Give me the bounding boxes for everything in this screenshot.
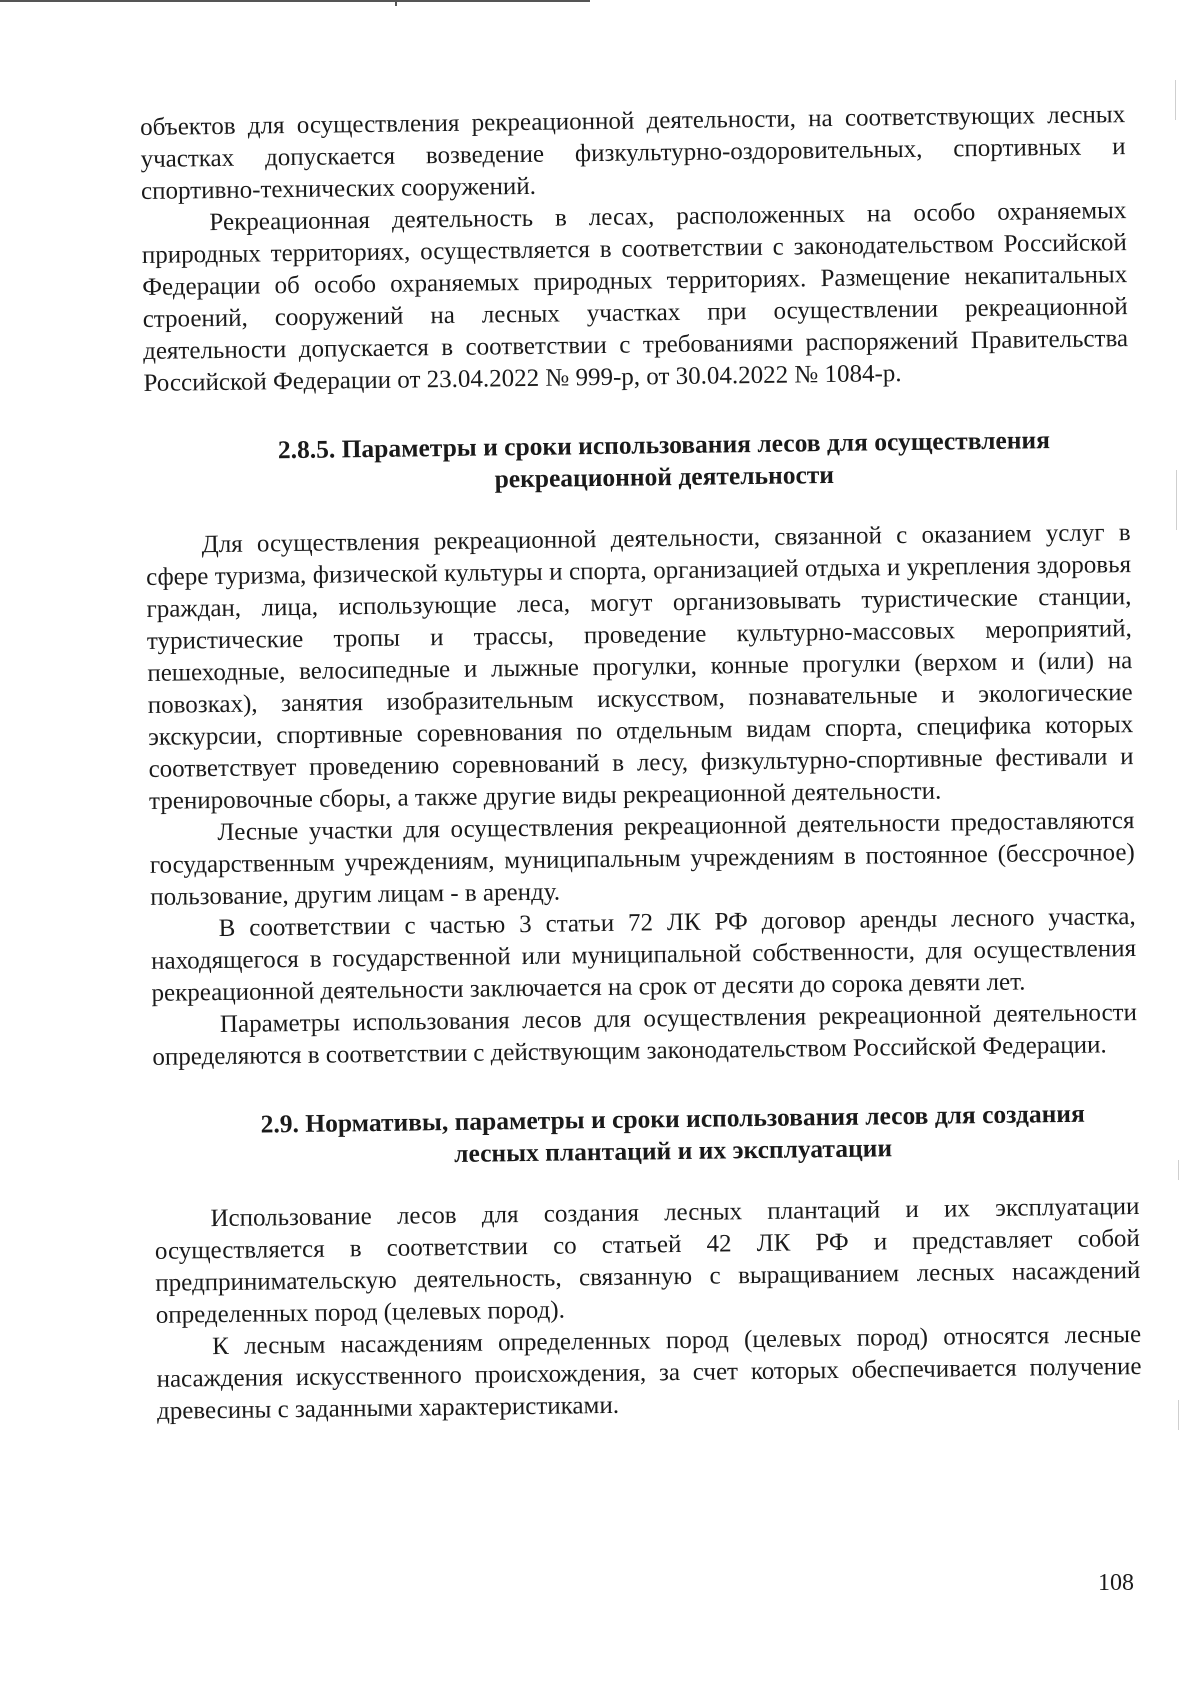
heading-line-2: рекреационной деятельности [494, 459, 835, 494]
scan-top-rule [0, 0, 590, 2]
paragraph-land-allocation: Лесные участки для осуществления рекреационной деятельности предоставляются государственным учреждениям, муниципальным учреждениям в постоянное (бессрочное) пользование, другим лицам - в аренду. [149, 807, 1135, 911]
scan-top-tick [395, 0, 397, 6]
paragraph-recreation-activities: Для осуществления рекреационной деятельности, связанной с оказанием услуг в сфере туризма, физической культуры и спорта, организацией отдыха и укрепления здоровья граждан, лица, использующие леса, могут организовывать туристические станции, туристические тропы и трассы, проведение культурно-массовых мероприятий, пешеходные, велосипедные и лыжные прогулки, конные прогулки (верхом и (или) на повозках), занятия изобразительным искусством, познавательные и экологические экскурсии, спортивные соревнования по отдельным видам спорта, специфика которых соответствует проведению соревнований в лесу, физкультурно-спортивные фестивали и тренировочные сборы, а также другие виды рекреационной деятельности. [145, 519, 1134, 815]
paragraph-lease-term: В соответствии с частью 3 статьи 72 ЛК РФ договор аренды лесного участка, находящегося в государственной или муниципальной собственности, для осуществления рекреационной деятельности заключается на срок от десяти до сорока девяти лет. [150, 903, 1137, 1007]
page-number: 108 [1098, 1570, 1134, 1596]
scan-edge-mark [1178, 1160, 1179, 1180]
scan-edge-mark [1175, 80, 1176, 120]
paragraph-continuation: объектов для осуществления рекреационной деятельности, на соответствующих лесных участках допускается возведение физкультурно-оздоровительных, спортивных и спортивно-технических сооружений. [140, 101, 1126, 205]
paragraph-plantation-use: Использование лесов для создания лесных плантаций и их эксплуатации осуществляется в соответствии со статьей 42 ЛК РФ и представляет собой предпринимательскую деятельность, связанную с выращиванием лесных насаждений определенных пород (целевых пород). [154, 1193, 1141, 1329]
heading-line-1: 2.8.5. Параметры и сроки использования лесов для осуществления [277, 425, 1051, 465]
scan-edge-mark [1178, 1400, 1179, 1430]
heading-line-2: лесных плантаций и их эксплуатации [454, 1133, 893, 1168]
scan-edge-mark [1176, 470, 1177, 530]
paragraph-protected-areas: Рекреационная деятельность в лесах, расположенных на особо охраняемых природных территориях, осуществляется в соответствии с законодательством Российской Федерации об особо охраняемых природных территориях. Размещение некапитальных строений, сооружений на лесных участках при осуществлении рекреационной деятельности допускается в соответствии с требованиями распоряжений Правительства Российской Федерации от 23.04.2022 № 999-р, от 30.04.2022 № 1084-р. [141, 197, 1129, 397]
paragraph-target-species: К лесным насаждениям определенных пород (целевых пород) относятся лесные насаждения искусственного происхождения, за счет которых обеспечивается получение древесины с заданными характеристиками. [156, 1321, 1142, 1425]
document-page [140, 99, 1142, 1428]
paragraph-parameters: Параметры использования лесов для осуществления рекреационной деятельности определяются в соответствии с действующим законодательством Российской Федерации. [152, 999, 1138, 1071]
heading-line-1: 2.9. Нормативы, параметры и сроки использования лесов для создания [260, 1098, 1085, 1139]
